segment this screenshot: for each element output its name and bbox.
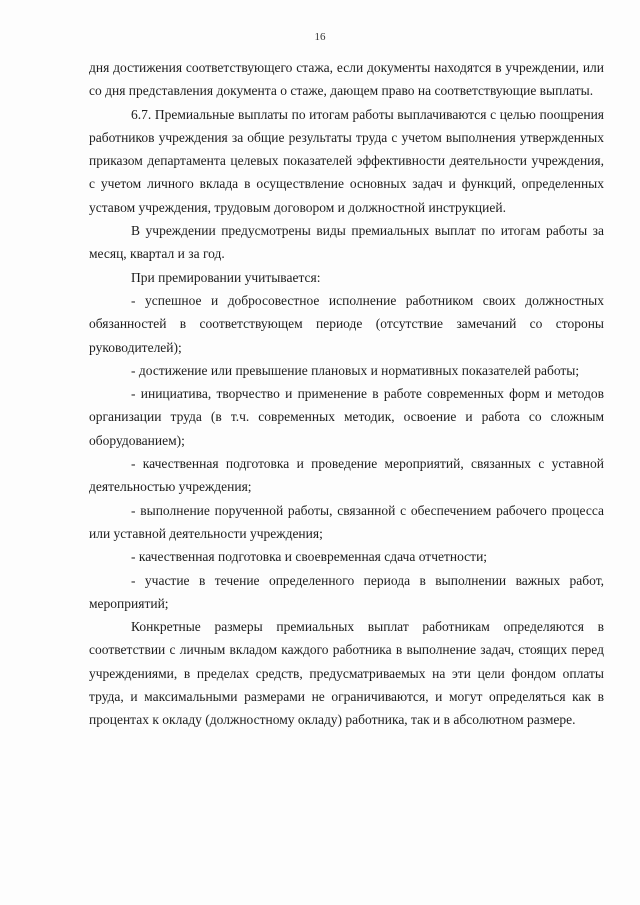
list-item-targets: - достижение или превышение плановых и нормативных показателей работы; <box>131 362 580 378</box>
list-item-initiative: - инициатива, творчество и применение в работе современных форм и методов организации труда (в т.ч. современных методик, освоение и работа со сложным оборудованием); <box>89 386 604 448</box>
list-item-reporting: - качественная подготовка и своевременная сдача отчетности; <box>131 549 488 565</box>
document-body <box>89 56 604 732</box>
list-item-assigned-work: - выполнение порученной работы, связанной с обеспечением рабочего процесса или уставной деятельности учреждения; <box>89 502 604 541</box>
paragraph-continuation: дня достижения соответствующего стажа, если документы находятся в учреждении, или со дня представления документа о стаже, дающем право на соответствующие выплаты. <box>89 60 604 99</box>
list-item-participation: - участие в течение определенного периода в выполнении важных работ, мероприятий; <box>89 572 604 611</box>
paragraph-bonus-types: В учреждении предусмотрены виды премиальных выплат по итогам работы за месяц, квартал и за год. <box>89 223 604 262</box>
paragraph-bonus-amounts: Конкретные размеры премиальных выплат работникам определяются в соответствии с личным вкладом каждого работника в выполнение задач, стоящих перед учреждениями, в пределах средств, предусматриваемых на эти цели фондом оплаты труда, и максимальными размерами не ограничиваются, и могут определяться как в процентах к окладу (должностному окладу) работника, так и в абсолютном размере. <box>89 619 604 728</box>
list-item-duties: - успешное и добросовестное исполнение работником своих должностных обязанностей в соответствующем периоде (отсутствие замечаний со стороны руководителей); <box>89 292 604 355</box>
page-number: 16 <box>314 31 326 43</box>
paragraph-section-6-7: 6.7. Премиальные выплаты по итогам работы выплачиваются с целью поощрения работников учреждения за общие результаты труда с учетом выполнения утвержденных приказом департамента целевых показателей эффективности деятельности учреждения, с учетом личного вклада в осуществление основных задач и функций, определенных уставом учреждения, трудовым договором и должностной инструкцией. <box>89 106 604 215</box>
paragraph-criteria-intro: При премировании учитывается: <box>131 269 321 285</box>
list-item-events: - качественная подготовка и проведение мероприятий, связанных с уставной деятельностью учреждения; <box>89 456 604 495</box>
